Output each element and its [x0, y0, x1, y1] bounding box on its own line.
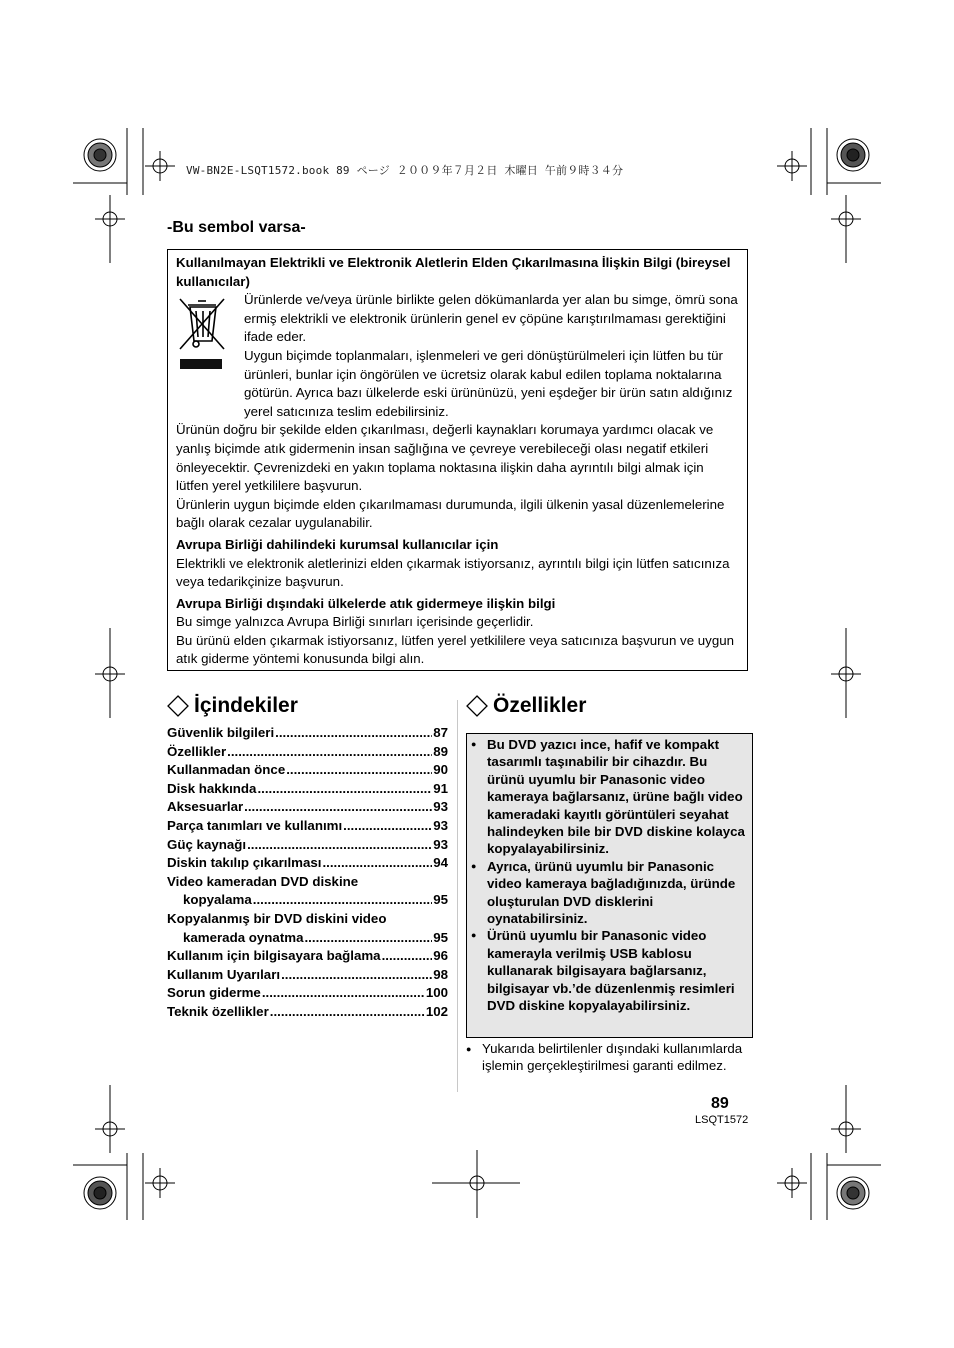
features-title-text: Özellikler [493, 694, 587, 717]
bullet-icon: ● [466, 1044, 472, 1054]
toc-page-number: 98 [433, 966, 448, 982]
toc-leader-dots [270, 1003, 425, 1022]
toc-entry-text: Video kameradan DVD diskine [167, 873, 359, 889]
toc-page-number: 93 [433, 799, 448, 815]
bullet-icon: ● [471, 930, 477, 941]
feature-text: Ayrıca, ürünü uyumlu bir Panasonic video kameraya bağladığınızda, üründe oluşturulan DVD disklerini oynatabilirsiniz. [487, 858, 736, 927]
eu-heading: Avrupa Birliği dahilindeki kurumsal kullanıcılar için [176, 536, 499, 552]
toc-entry-text: kopyalama [183, 892, 252, 908]
toc-entry [167, 947, 448, 966]
toc-entry [167, 761, 448, 780]
features-note [466, 1041, 756, 1074]
print-header-line: VW-BN2E-LSQT1572.book 89 ページ ２００９年７月２日 木曜日 午前９時３４分 [186, 164, 624, 177]
diamond-icon [167, 695, 189, 717]
toc-page-number: 91 [433, 780, 448, 796]
registration-target-top-left [84, 139, 116, 171]
features-note-text: Yukarıda belirtilenler dışındaki kullanımlarda işlemin gerçekleştirilmesi garanti edilmez. [482, 1041, 743, 1073]
toc-leader-dots [247, 836, 432, 855]
toc-leader-dots [244, 798, 432, 817]
feature-text: Bu DVD yazıcı ince, hafif ve kompakt tasarımlı taşınabilir bir cihazdır. Bu ürünü uyumlu bir Panasonic video kameraya bağlarsanız, ürüne bağlı video kameradaki kayıtlı görüntüleri seyahat halindeyken bile bir DVD diskine kolayca kopyalayabilirsiniz. [487, 737, 745, 857]
column-divider [457, 700, 458, 1092]
toc-entry-text: Kullanım Uyarıları [167, 966, 281, 982]
toc-page-number: 89 [433, 743, 448, 759]
toc-entry [167, 798, 448, 817]
registration-target-bottom-right [837, 1177, 869, 1209]
non-eu-text-1: Bu simge yalnızca Avrupa Birliği sınırları içerisinde geçerlidir. [176, 614, 534, 630]
toc-entry [167, 910, 448, 929]
bullet-icon: ● [471, 739, 477, 749]
toc-entry-text: Teknik özellikler [167, 1003, 269, 1019]
toc-leader-dots [286, 761, 432, 780]
toc-entry [167, 966, 448, 985]
toc-entry-text: Özellikler [167, 743, 227, 759]
toc-entry [167, 1003, 448, 1022]
toc-entry [167, 780, 448, 799]
toc-entry-text: Disk hakkında [167, 780, 257, 796]
toc-entry [167, 873, 448, 892]
disposal-paragraph-3: Ürünün doğru bir şekilde elden çıkarılması, değerli kaynakları korumaya yardımcı olacak ve yanlış biçimde atık gidermenin insan sağlığına ve çevreye verebileceği olası negatif etkileri önleyecektir. Çevrenizdeki en yakın toplama noktasına ilişkin daha ayrıntılı bilgi almak için lütfen yerel yetkililere başvurun. [176, 422, 714, 494]
toc-page-number: 95 [433, 929, 448, 945]
toc-entry-text: Kopyalanmış bir DVD diskini video [167, 910, 387, 926]
toc-title [167, 694, 298, 718]
toc-page-number: 100 [425, 985, 448, 1001]
toc-entry-text: Kullanmadan önce [167, 762, 286, 778]
disposal-info-box [167, 249, 748, 671]
page-number: 89 [711, 1095, 729, 1112]
toc-page-number: 102 [425, 1003, 448, 1019]
toc-entry-text: Güç kaynağı [167, 836, 247, 852]
toc-leader-dots [382, 947, 433, 966]
toc-entry-text: Kullanım için bilgisayara bağlama [167, 948, 381, 964]
toc-leader-dots [322, 854, 432, 873]
toc-entry [167, 724, 448, 743]
features-title [466, 694, 586, 718]
toc-entry [167, 836, 448, 855]
toc-entry [167, 854, 448, 873]
toc-page-number: 95 [433, 892, 448, 908]
toc-page-number: 87 [433, 725, 448, 740]
toc-entry-text: Güvenlik bilgileri [167, 725, 275, 740]
features-box [466, 733, 753, 1038]
toc-entry-text: Aksesuarlar [167, 799, 244, 815]
registration-target-top-right [837, 139, 869, 171]
toc-entry-text: Parça tanımları ve kullanımı [167, 817, 343, 833]
toc-leader-dots [262, 984, 425, 1003]
registration-target-bottom-left [84, 1177, 116, 1209]
toc-page-number: 94 [433, 855, 448, 871]
toc-page-number: 93 [433, 836, 448, 852]
table-of-contents [167, 724, 448, 1022]
toc-entry-continuation [167, 929, 448, 948]
disposal-heading: Kullanılmayan Elektrikli ve Elektronik Aletlerin Elden Çıkarılmasına İlişkin Bilgi (bireysel kullanıcılar) [176, 255, 731, 289]
toc-entry-continuation [167, 891, 448, 910]
diamond-icon [466, 695, 488, 717]
bullet-icon: ● [471, 860, 477, 871]
feature-bullet [471, 858, 746, 928]
feature-text: Ürünü uyumlu bir Panasonic video kamerayla verilmiş USB kablosu kullanarak bilgisayara bağlarsanız, bilgisayar vb.’de düzenlenmiş resimleri DVD diskine kopyalayabilirsiniz. [487, 928, 735, 1014]
toc-entry [167, 817, 448, 836]
toc-page-number: 90 [433, 762, 448, 778]
eu-text: Elektrikli ve elektronik aletlerinizi elden çıkarmak istiyorsanız, ayrıntılı bilgi için lütfen satıcınıza veya tedarikçinize başvurun. [176, 555, 730, 590]
feature-bullet [471, 736, 746, 858]
toc-entry-text: kamerada oynatma [183, 929, 304, 945]
symbol-paragraph-1: Ürünlerde ve/veya ürünle birlikte gelen dökümanlarda yer alan bu simge, ömrü sona ermiş elektrikli ve elektronik ürünlerin genel ev çöpüne karıştırılmaması gerektiğini ifade eder. [244, 292, 738, 345]
toc-leader-dots [227, 743, 432, 762]
toc-entry-text: Diskin takılıp çıkarılması [167, 855, 322, 871]
toc-page-number: 96 [433, 948, 448, 964]
toc-leader-dots [257, 780, 432, 799]
toc-leader-dots [281, 966, 432, 985]
toc-entry [167, 743, 448, 762]
toc-page-number: 93 [433, 817, 448, 833]
symbol-paragraph-2: Uygun biçimde toplanmaları, işlenmeleri ve geri dönüştürülmeleri için lütfen bu tür ürünleri, bunlar için öngörülen ve ücretsiz olarak kabul edilen toplama noktalarına götürün. Ayrıca bazı ülkelerde eski ürününüzü, yeni eşdeğer bir ürün satın aldığınız yerel satıcınıza teslim edebilirsiniz. [244, 347, 733, 419]
non-eu-text-2: Bu ürünü elden çıkarmak istiyorsanız, lütfen yerel yetkililere veya satıcınıza başvurun ve uygun atık giderme yöntemi konusunda bilgi alın. [176, 632, 735, 667]
wheelie-bin-cell [176, 291, 244, 421]
toc-leader-dots [253, 891, 432, 910]
non-eu-heading: Avrupa Birliği dışındaki ülkelerde atık gidermeye ilişkin bilgi [176, 595, 556, 611]
toc-leader-dots [343, 817, 432, 836]
document-code: LSQT1572 [695, 1114, 749, 1126]
toc-title-text: İçindekiler [194, 694, 298, 717]
disposal-paragraph-4: Ürünlerin uygun biçimde elden çıkarılmaması durumunda, ilgili ülkenin yasal düzenlemelerine bağlı olarak cezalar uygulanabilir. [176, 496, 725, 531]
feature-bullet [471, 927, 746, 1014]
toc-leader-dots [275, 724, 432, 743]
crossed-out-wheelie-bin-icon [176, 295, 228, 371]
toc-entry-text: Sorun giderme [167, 985, 261, 1001]
section-label: -Bu sembol varsa- [167, 219, 306, 236]
toc-entry [167, 984, 448, 1003]
symbol-row [176, 291, 739, 421]
toc-leader-dots [304, 929, 432, 948]
